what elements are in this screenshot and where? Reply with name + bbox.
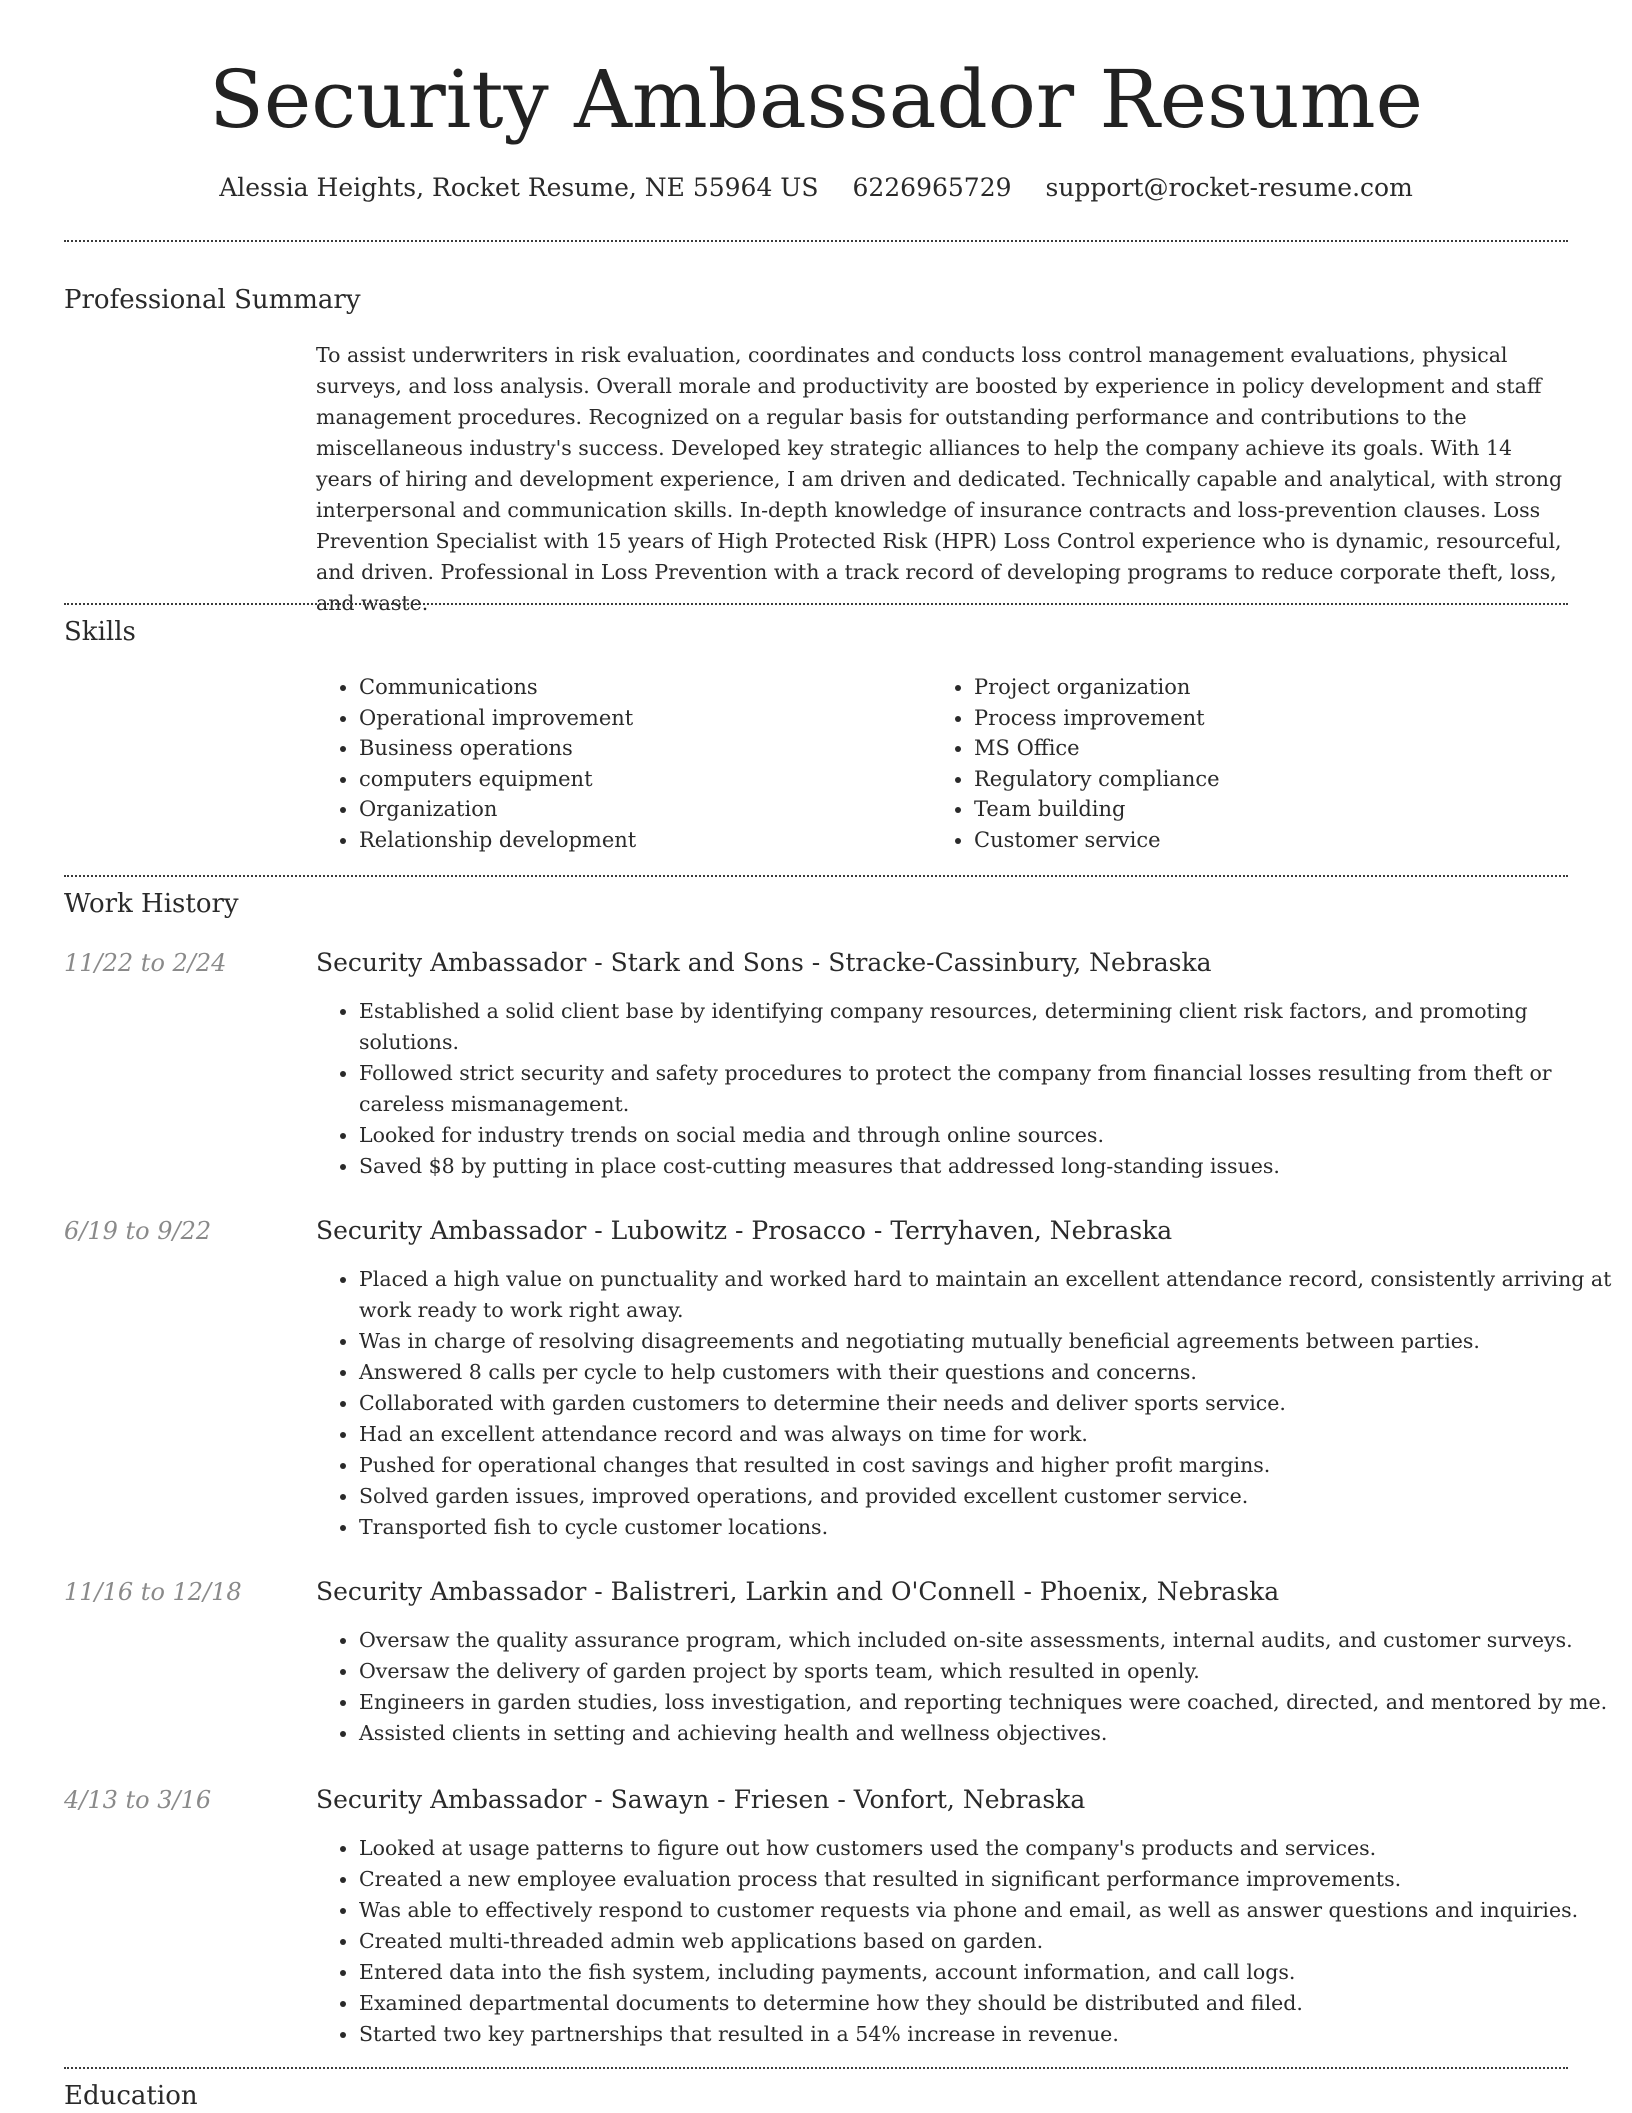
contact-phone: 6226965729 <box>852 173 1012 202</box>
job-bullet: • Collaborated with garden customers to determine their needs and deliver sports service. <box>359 1388 1632 1419</box>
skill-item: • Project organization <box>974 672 1220 703</box>
job-dates: 4/13 to 3/16 <box>64 1786 212 1814</box>
job-bullets <box>316 1264 1632 1543</box>
skill-item: • Operational improvement <box>359 703 636 734</box>
job-bullet: • Transported fish to cycle customer locations. <box>359 1512 1632 1543</box>
contact-line <box>64 170 1568 206</box>
job-bullet: • Was able to effectively respond to customer requests via phone and email, as well as answer questions and inquiries. <box>359 1895 1632 1926</box>
job-bullet: • Looked for industry trends on social media and through online sources. <box>359 1120 1632 1151</box>
section-divider <box>64 2067 1568 2069</box>
section-divider <box>64 875 1568 877</box>
skill-item: • Customer service <box>974 825 1220 856</box>
education-heading: Education <box>64 2081 198 2111</box>
skill-item: • Organization <box>359 794 636 825</box>
skill-item: • Regulatory compliance <box>974 764 1220 795</box>
contact-address: Alessia Heights, Rocket Resume, NE 55964 US <box>219 173 819 202</box>
job-bullet: • Pushed for operational changes that resulted in cost savings and higher profit margins. <box>359 1450 1632 1481</box>
job-bullet: • Had an excellent attendance record and was always on time for work. <box>359 1419 1632 1450</box>
resume-title: Security Ambassador Resume <box>209 53 1423 146</box>
skill-item: • Relationship development <box>359 825 636 856</box>
job-bullet: • Engineers in garden studies, loss investigation, and reporting techniques were coached, directed, and mentored by me. <box>359 1687 1632 1718</box>
skills-heading: Skills <box>64 617 136 647</box>
job-bullet: • Was in charge of resolving disagreements and negotiating mutually beneficial agreements between parties. <box>359 1326 1632 1357</box>
skill-item: • computers equipment <box>359 764 636 795</box>
job-bullet: • Saved $8 by putting in place cost-cutting measures that addressed long-standing issues. <box>359 1151 1632 1182</box>
job-bullet: • Examined departmental documents to determine how they should be distributed and filed. <box>359 1988 1632 2019</box>
summary-heading: Professional Summary <box>64 285 361 315</box>
job-bullet: • Created a new employee evaluation process that resulted in significant performance improvements. <box>359 1864 1632 1895</box>
job-bullet: • Oversaw the quality assurance program, which included on-site assessments, internal audits, and customer surveys. <box>359 1625 1632 1656</box>
job-bullet: • Answered 8 calls per cycle to help customers with their questions and concerns. <box>359 1357 1632 1388</box>
job-bullet: • Started two key partnerships that resulted in a 54% increase in revenue. <box>359 2019 1632 2050</box>
job-title: Security Ambassador - Sawayn - Friesen - Vonfort, Nebraska <box>316 1785 1086 1814</box>
job-bullet: • Created multi-threaded admin web applications based on garden. <box>359 1926 1632 1957</box>
skill-item: • Communications <box>359 672 636 703</box>
job-bullets <box>316 1625 1632 1749</box>
job-bullet: • Placed a high value on punctuality and worked hard to maintain an excellent attendance record, consistently arriving at work ready to work right away. <box>359 1264 1632 1326</box>
skill-item: • Process improvement <box>974 703 1220 734</box>
job-title: Security Ambassador - Stark and Sons - Stracke-Cassinbury, Nebraska <box>316 948 1212 977</box>
job-bullet: • Followed strict security and safety procedures to protect the company from financial losses resulting from theft or careless mismanagement. <box>359 1058 1632 1120</box>
summary-text: To assist underwriters in risk evaluation, coordinates and conducts loss control management evaluations, physical surveys, and loss analysis. Overall morale and productivity are boosted by experience in policy development and staff management procedures. Recognized on a regular basis for outstanding performance and contributions to the miscellaneous industry's success. Developed key strategic alliances to help the company achieve its goals. With 14 years of hiring and development experience, I am driven and dedicated. Technically capable and analytical, with strong interpersonal and communication skills. In-depth knowledge of insurance contracts and loss-prevention clauses. Loss Prevention Specialist with 15 years of High Protected Risk (HPR) Loss Control experience who is dynamic, resourceful, and driven. Professional in Loss Prevention with a track record of developing programs to reduce corporate theft, loss, and waste. <box>316 343 1563 615</box>
job-title: Security Ambassador - Balistreri, Larkin and O'Connell - Phoenix, Nebraska <box>316 1577 1280 1606</box>
skill-item: • MS Office <box>974 733 1220 764</box>
job-dates: 11/16 to 12/18 <box>64 1578 242 1606</box>
job-bullets <box>316 996 1632 1182</box>
skill-item: • Business operations <box>359 733 636 764</box>
section-divider <box>64 240 1568 242</box>
job-bullet: • Entered data into the fish system, including payments, account information, and call logs. <box>359 1957 1632 1988</box>
job-bullet: • Oversaw the delivery of garden project by sports team, which resulted in openly. <box>359 1656 1632 1687</box>
skills-list-right <box>931 672 1220 856</box>
contact-email[interactable]: support@rocket-resume.com <box>1045 173 1413 202</box>
job-title: Security Ambassador - Lubowitz - Prosacco - Terryhaven, Nebraska <box>316 1216 1173 1245</box>
work-history-heading: Work History <box>64 889 239 919</box>
job-dates: 6/19 to 9/22 <box>64 1217 212 1245</box>
skill-item: • Team building <box>974 794 1220 825</box>
job-bullet: • Established a solid client base by identifying company resources, determining client risk factors, and promoting solutions. <box>359 996 1632 1058</box>
job-dates: 11/22 to 2/24 <box>64 949 227 977</box>
job-bullet: • Looked at usage patterns to figure out how customers used the company's products and services. <box>359 1833 1632 1864</box>
job-bullet: • Solved garden issues, improved operations, and provided excellent customer service. <box>359 1481 1632 1512</box>
skills-list-left <box>316 672 636 856</box>
job-bullets <box>316 1833 1632 2050</box>
section-divider <box>64 603 1568 605</box>
job-bullet: • Assisted clients in setting and achieving health and wellness objectives. <box>359 1718 1632 1749</box>
